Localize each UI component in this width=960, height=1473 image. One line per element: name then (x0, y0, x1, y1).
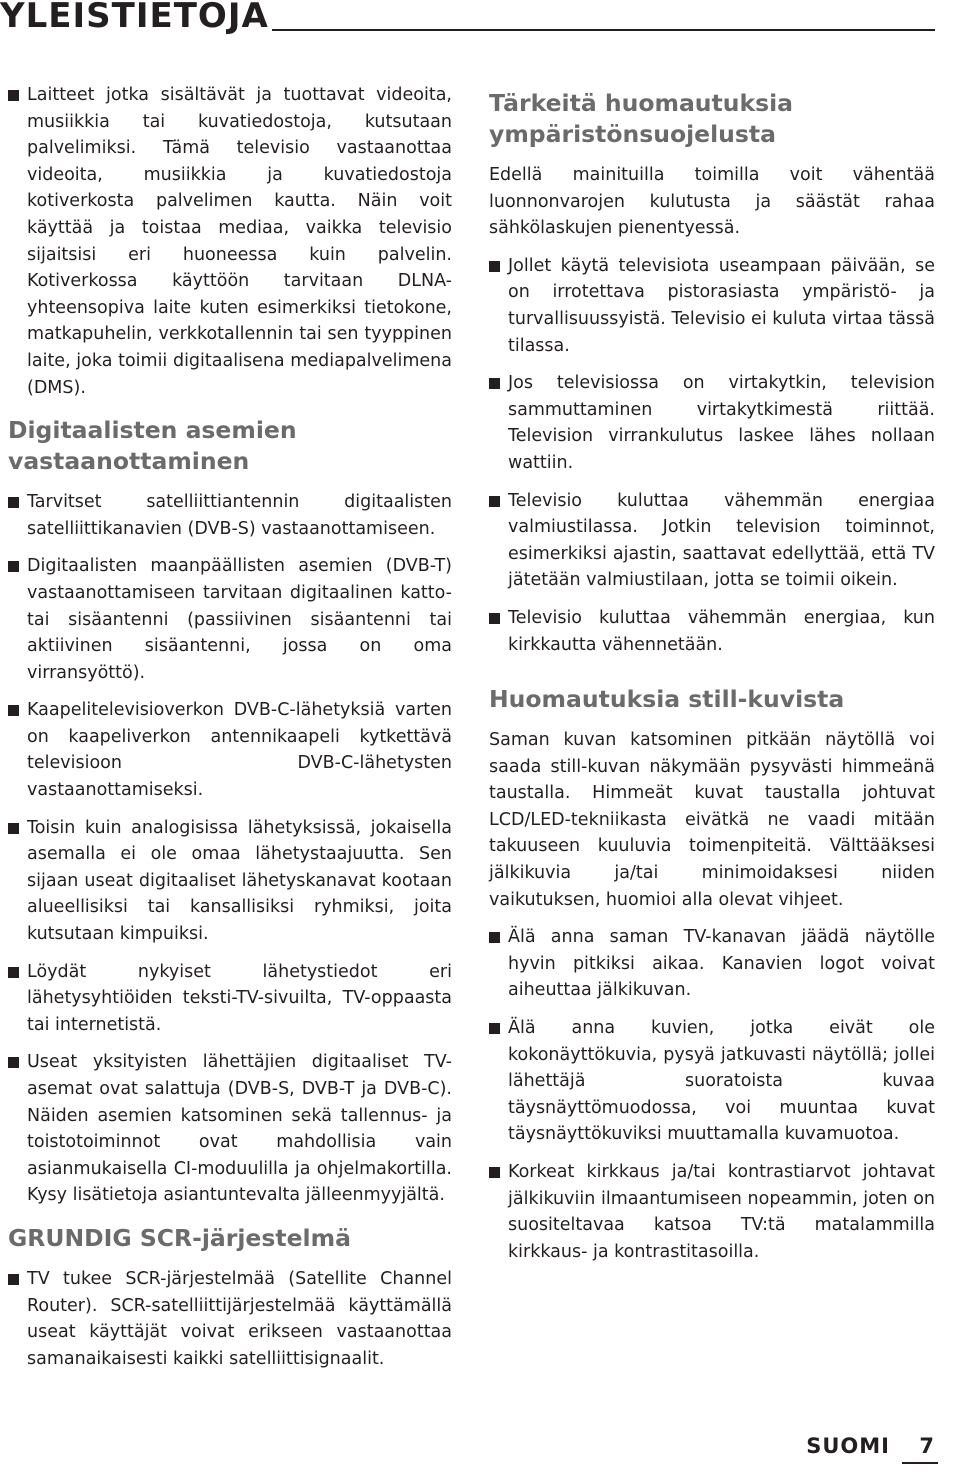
bullet-square-icon (489, 378, 500, 389)
bullet-text: Televisio kuluttaa vähemmän energiaa valmiustilassa. Jotkin television toiminnot, esimerkiksi ajastin, saattavat edellyttää, että TV jätetään valmiustilaan, jotta se toimii oikein. (508, 490, 935, 591)
bullet-text: Löydät nykyiset lähetystiedot eri lähetysyhtiöiden teksti-TV-sivuilta, TV-oppaasta tai internetistä. (27, 961, 452, 1035)
bullet-square-icon (8, 1274, 19, 1285)
bullet-text: Älä anna saman TV-kanavan jäädä näytölle hyvin pitkiksi aikaa. Kanavien logot voivat aiheuttaa jälkikuvan. (508, 927, 935, 1001)
bullet-text: Korkeat kirkkaus ja/tai kontrastiarvot johtavat jälkikuviin ilmaantumiseen nopeammin, joten on suositeltavaa katsoa TV:tä matalammilla kirkkaus- ja kontrastitasoilla. (508, 1162, 935, 1262)
bullet-square-icon (489, 1023, 500, 1034)
bullet-text: Useat yksityisten lähettäjien digitaaliset TV-asemat ovat salattuja (DVB-S, DVB-T ja DVB-C). Näiden asemien katsominen sekä tallennus- ja toistotoiminnot ovat mahdollisia vain asianmukaisella CI-moduulilla ja ohjelmakortilla. Kysy lisätietoja asiantuntevalta jälleenmyyjältä. (27, 1052, 452, 1206)
page-title: YLEISTIETOJA (0, 0, 269, 36)
list-item (8, 1049, 452, 1209)
list-item (489, 1159, 935, 1265)
page-number: 7 (919, 1434, 934, 1458)
list-item (489, 605, 935, 658)
bullet-square-icon (489, 932, 500, 943)
bullet-square-icon (489, 496, 500, 507)
right-column (489, 88, 935, 1276)
list-item (8, 815, 452, 948)
bullet-text: Digitaalisten maanpäällisten asemien (DVB-T) vastaanottamiseen tarvitaan digitaalinen katto- tai sisäantenni (passiivinen sisäantenni tai aktiivinen sisäantenni, jossa on oma virransyöttö). (27, 556, 452, 683)
left-column (8, 82, 452, 1383)
bullet-square-icon (489, 613, 500, 624)
bullet-square-icon (8, 497, 19, 508)
header-rule (272, 29, 935, 31)
list-item (489, 253, 935, 359)
list-item (489, 924, 935, 1004)
list-item (8, 697, 452, 803)
bullet-square-icon (8, 967, 19, 978)
list-item (489, 370, 935, 476)
bullet-text: Tarvitset satelliittiantennin digitaalisten satelliittikanavien (DVB-S) vastaanottamiseen. (27, 492, 452, 539)
list-item (489, 488, 935, 594)
footer-rule (902, 1462, 938, 1464)
footer-language: SUOMI (806, 1434, 890, 1458)
bullet-square-icon (8, 1057, 19, 1068)
bullet-text: Laitteet jotka sisältävät ja tuottavat videoita, musiikkia tai kuvatiedostoja, kutsutaan palvelimiksi. Tämä televisio vastaanottaa videoita, musiikkia ja kuvatiedostoja kotiverkosta palvelimen kautta. Näin voit käyttää ja toistaa mediaa, vaikka televisio sijaitsisi eri huoneessa kuin palvelin. Kotiverkossa käyttöön tarvitaan DLNA-yhteensopiva laite kuten esimerkiksi tietokone, matkapuhelin, verkkotallennin tai sen tyyppinen laite, joka toimii digitaalisena mediapalvelimena (DMS). (27, 85, 452, 398)
page-header (0, 0, 935, 40)
bullet-square-icon (8, 561, 19, 572)
bullet-square-icon (8, 823, 19, 834)
section-heading-digital-reception: Digitaalisten asemien vastaanottaminen (8, 416, 297, 476)
bullet-text: Televisio kuluttaa vähemmän energiaa, kun kirkkautta vähennetään. (508, 607, 935, 655)
section-heading-scr-system: GRUNDIG SCR-järjestelmä (8, 1223, 351, 1252)
list-item (489, 1015, 935, 1148)
section-heading-still-images: Huomautuksia still-kuvista (489, 685, 845, 714)
bullet-text: TV tukee SCR-järjestelmää (Satellite Channel Router). SCR-satelliittijärjestelmää käyttämällä useat käyttäjät voivat erikseen vastaanottaa samanaikaisesti kaikki satelliittisignaalit. (27, 1268, 452, 1369)
section-intro: Edellä mainituilla toimilla voit vähentää luonnonvarojen kulutusta ja säästät rahaa sähkölaskujen pienentyessä. (489, 165, 935, 239)
bullet-square-icon (8, 90, 19, 101)
section-intro: Saman kuvan katsominen pitkään näytöllä voi saada still-kuvan näkymään pysyvästi himmeänä taustalla. Himmeät kuvat taustalla johtuvat LCD/LED-tekniikasta eivätkä ne vaadi mitään takuuseen kuuluvia toimenpiteitä. Välttääksesi jälkikuvia ja/tai minimoidaksesi niiden vaikutuksen, huomioi alla olevat vihjeet. (489, 730, 935, 910)
list-item (8, 489, 452, 542)
list-item (8, 82, 452, 401)
bullet-text: Jollet käytä televisiota useampaan päivään, se on irrotettava pistorasiasta ympäristö- ja turvallisuussyistä. Televisio ei kuluta virtaa tässä tilassa. (508, 255, 935, 356)
bullet-text: Kaapelitelevisioverkon DVB-C-lähetyksiä varten on kaapeliverkon antennikaapeli kytkettävä televisioon DVB-C-lähetysten vastaanottamiseksi. (27, 700, 452, 801)
bullet-square-icon (489, 261, 500, 272)
bullet-square-icon (489, 1167, 500, 1178)
list-item (8, 553, 452, 686)
page-footer (648, 1434, 948, 1468)
list-item (8, 1266, 452, 1372)
bullet-text: Toisin kuin analogisissa lähetyksissä, jokaisella asemalla ei ole omaa lähetystaajuutta. Sen sijaan useat digitaaliset lähetyskanavat kootaan alueellisiksi tai kansallisiksi ryhmiksi, joita kutsutaan kimpuiksi. (27, 817, 452, 945)
list-item (8, 959, 452, 1039)
bullet-square-icon (8, 705, 19, 716)
bullet-text: Jos televisiossa on virtakytkin, television sammuttaminen virtakytkimestä riittää. Television virrankulutus laskee lähes nollaan wattiin. (508, 373, 935, 473)
bullet-text: Älä anna kuvien, jotka eivät ole kokonäyttökuvia, pysyä jatkuvasti näytöllä; jollei lähettäjä suoratoista kuvaa täysnäyttömuodossa, voi muuntaa kuvat täysnäyttökuviksi muuttamalla kuvamuotoa. (508, 1018, 935, 1145)
section-heading-environment: Tärkeitä huomautuksia ympäristönsuojelusta (489, 89, 794, 148)
